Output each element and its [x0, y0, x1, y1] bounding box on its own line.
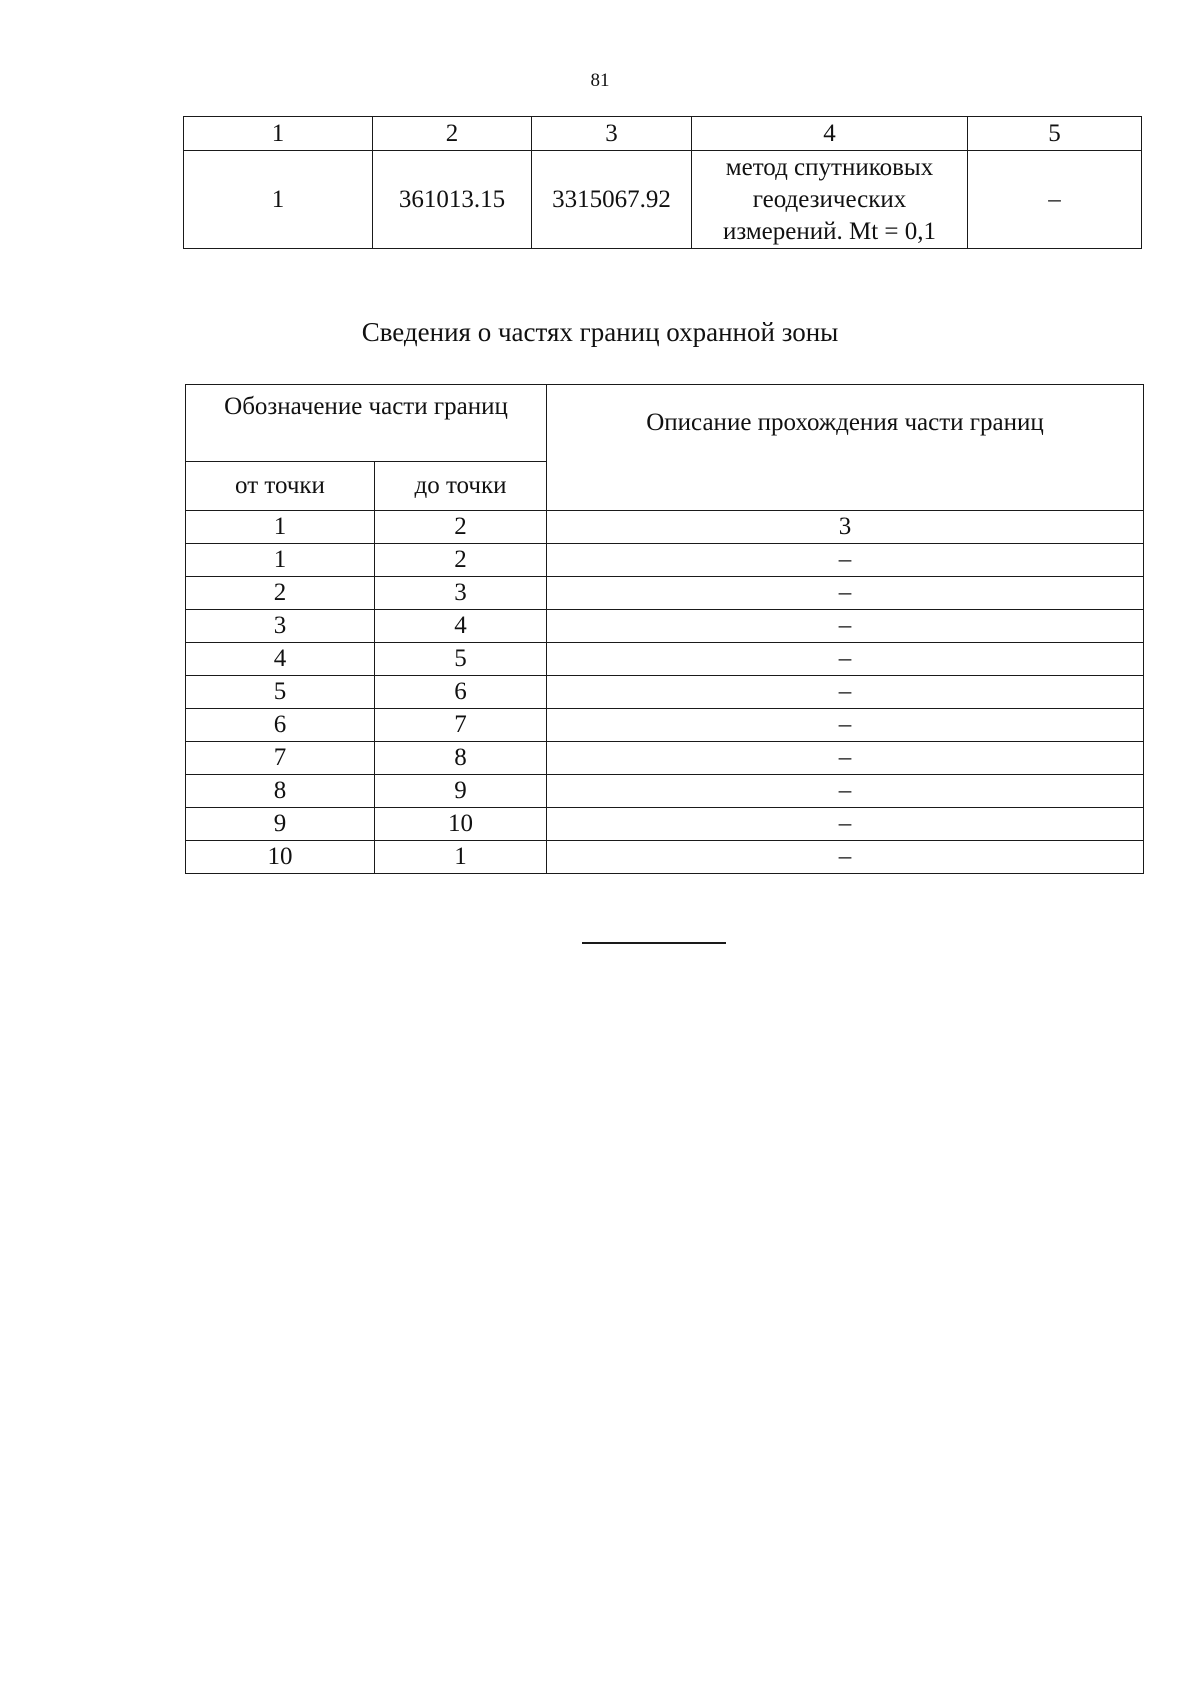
coordinates-table-header-row — [184, 117, 1142, 151]
table-row — [186, 643, 1144, 676]
to-point-cell: 1 — [375, 841, 547, 874]
to-point-cell: 8 — [375, 742, 547, 775]
from-point-cell: 10 — [186, 841, 375, 874]
description-cell: – — [547, 577, 1144, 610]
from-point-cell: 2 — [186, 577, 375, 610]
description-cell: – — [547, 742, 1144, 775]
column-number-cell: 3 — [547, 511, 1144, 544]
method-cell — [692, 151, 968, 249]
to-point-cell: 3 — [375, 577, 547, 610]
column-number-cell: 1 — [184, 117, 373, 151]
description-cell: – — [547, 643, 1144, 676]
table-row — [186, 709, 1144, 742]
description-cell: – — [547, 709, 1144, 742]
to-point-cell: 4 — [375, 610, 547, 643]
from-point-cell: 6 — [186, 709, 375, 742]
to-point-cell: 10 — [375, 808, 547, 841]
end-of-section-rule — [582, 942, 726, 944]
from-point-cell: 4 — [186, 643, 375, 676]
from-point-cell: 5 — [186, 676, 375, 709]
from-point-cell: 8 — [186, 775, 375, 808]
method-line: геодезических — [752, 185, 907, 213]
x-coordinate-cell: 361013.15 — [373, 151, 532, 249]
description-cell: – — [547, 610, 1144, 643]
description-cell: – — [547, 775, 1144, 808]
table-row — [186, 841, 1144, 874]
description-cell: – — [547, 808, 1144, 841]
table-row — [186, 610, 1144, 643]
column-number-cell: 5 — [968, 117, 1142, 151]
table-row — [186, 577, 1144, 610]
table-row — [186, 742, 1144, 775]
to-point-cell: 9 — [375, 775, 547, 808]
table-row — [186, 544, 1144, 577]
y-coordinate-cell: 3315067.92 — [532, 151, 692, 249]
to-point-cell: 5 — [375, 643, 547, 676]
table-row — [186, 775, 1144, 808]
coordinates-table-row — [184, 151, 1142, 249]
boundary-description-header: Описание прохождения части границ — [547, 385, 1144, 511]
point-number-cell: 1 — [184, 151, 373, 249]
table-row — [186, 808, 1144, 841]
section-title: Сведения о частях границ охранной зоны — [361, 317, 839, 347]
description-cell: – — [968, 151, 1142, 249]
boundary-parts-table — [185, 384, 1144, 874]
table-row — [186, 676, 1144, 709]
to-point-cell: 2 — [375, 544, 547, 577]
coordinates-table — [183, 116, 1142, 249]
column-number-cell: 2 — [375, 511, 547, 544]
method-line: измерений. Mt = 0,1 — [722, 217, 937, 245]
to-point-cell: 7 — [375, 709, 547, 742]
parts-table-index-row — [186, 511, 1144, 544]
method-line: метод спутниковых — [725, 153, 934, 181]
to-point-header: до точки — [375, 462, 547, 511]
from-point-cell: 7 — [186, 742, 375, 775]
parts-table-header-row — [186, 385, 1144, 462]
description-cell: – — [547, 676, 1144, 709]
from-point-cell: 3 — [186, 610, 375, 643]
column-number-cell: 2 — [373, 117, 532, 151]
from-point-cell: 9 — [186, 808, 375, 841]
from-point-header: от точки — [186, 462, 375, 511]
column-number-cell: 1 — [186, 511, 375, 544]
boundary-part-designation-header: Обозначение части границ — [186, 385, 547, 462]
description-cell: – — [547, 841, 1144, 874]
to-point-cell: 6 — [375, 676, 547, 709]
page-number: 81 — [590, 70, 610, 91]
column-number-cell: 3 — [532, 117, 692, 151]
column-number-cell: 4 — [692, 117, 968, 151]
from-point-cell: 1 — [186, 544, 375, 577]
description-cell: – — [547, 544, 1144, 577]
